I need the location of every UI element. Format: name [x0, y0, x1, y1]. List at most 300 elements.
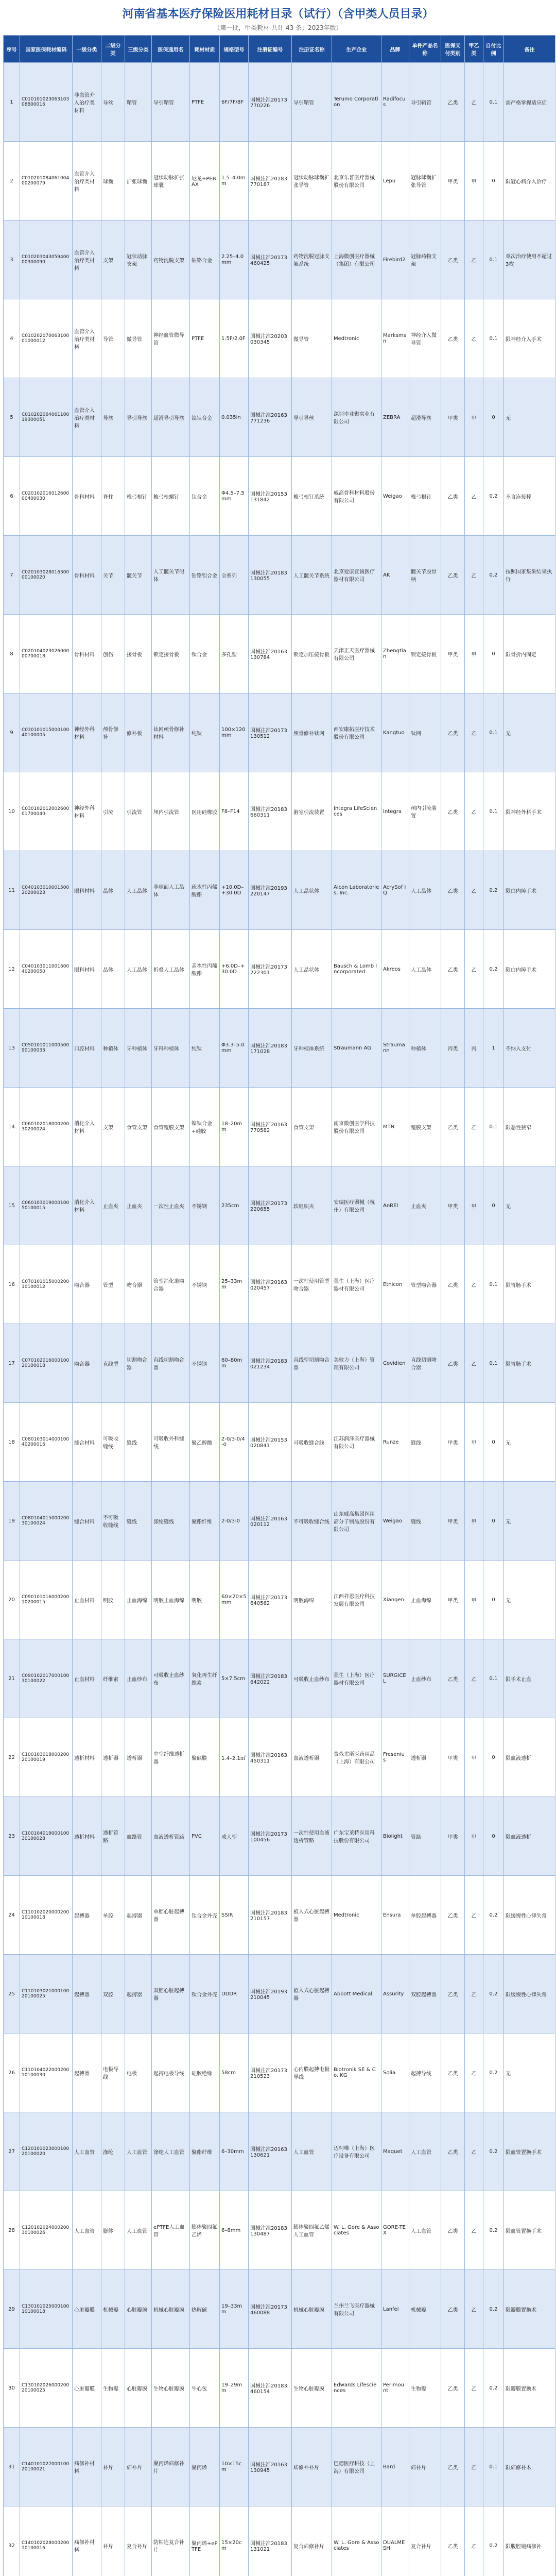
table-cell: 国械注准20183770187: [249, 142, 292, 221]
table-cell: 超滑导引导丝: [152, 378, 190, 457]
table-cell: 0.2: [483, 1955, 504, 2033]
table-cell: 止血海绵: [409, 1561, 441, 1639]
table-cell: 235cm: [220, 1166, 249, 1245]
table-cell: Alcon Laboratories, Inc.: [332, 851, 381, 930]
table-cell: 直线型: [101, 1324, 125, 1403]
table-cell: C03010101500010040100005: [20, 693, 73, 772]
table-cell: 起搏器: [73, 1876, 101, 1955]
table-cell: 食管支架: [292, 1088, 332, 1166]
table-cell: 锁定加压接骨板: [292, 615, 332, 693]
table-cell: 限血液透析: [504, 1718, 555, 1797]
table-row: [4, 2191, 555, 2270]
table-cell: 甲: [465, 1403, 483, 1482]
table-cell: 乙: [465, 2191, 483, 2270]
table-cell: 限瓣膜置换术: [504, 2270, 555, 2349]
table-cell: 限胃肠手术: [504, 1324, 555, 1403]
table-cell: 乙: [465, 1876, 483, 1955]
table-cell: C02010201601260000400030: [20, 457, 73, 536]
column-header: 注册证编号: [249, 36, 292, 63]
table-cell: 成人型: [220, 1797, 249, 1876]
table-cell: 无: [504, 1561, 555, 1639]
table-cell: 吻合器: [125, 1245, 152, 1324]
table-cell: Integra LifeSciences: [332, 772, 381, 851]
table-cell: 国械注准20183130055: [249, 536, 292, 615]
table-cell: 导丝: [101, 378, 125, 457]
table-cell: C01010102306310308800016: [20, 63, 73, 142]
table-cell: Covidien: [381, 1324, 409, 1403]
table-cell: GORE-TEX: [381, 2191, 409, 2270]
table-cell: 国械注准20193220147: [249, 851, 292, 930]
table-cell: 人工血管: [409, 2191, 441, 2270]
table-cell: 乙类: [441, 2506, 465, 2576]
table-cell: 食管支架: [125, 1088, 152, 1166]
table-cell: 关节: [101, 536, 125, 615]
table-cell: 乙: [465, 299, 483, 378]
table-cell: Φ4.5–7.5mm: [220, 457, 249, 536]
table-cell: 冠状动脉支架: [125, 221, 152, 299]
table-cell: 不可吸收缝合线: [292, 1482, 332, 1561]
table-cell: 28: [4, 2191, 20, 2270]
table-cell: 硅胶绝缘: [190, 2033, 220, 2112]
table-cell: 神经外科材料: [73, 772, 101, 851]
table-cell: 乙: [465, 221, 483, 299]
table-cell: C06010301900010050100015: [20, 1166, 73, 1245]
table-cell: 乙: [465, 2112, 483, 2191]
table-cell: 中空纤维透析器: [152, 1718, 190, 1797]
table-cell: 20: [4, 1561, 20, 1639]
table-cell: Firebird2: [381, 221, 409, 299]
table-cell: 人工血管: [409, 2112, 441, 2191]
table-cell: 限缓慢性心律失常: [504, 1955, 555, 2033]
column-header: 耗材材质: [190, 36, 220, 63]
table-cell: 缝线: [409, 1482, 441, 1561]
table-cell: 0.2: [483, 2112, 504, 2191]
table-cell: 亲水性丙烯酸酯: [190, 930, 220, 1009]
table-cell: 双腔起搏器: [409, 1955, 441, 2033]
table-cell: 安瑞医疗器械（杭州）有限公司: [332, 1166, 381, 1245]
table-cell: Perimount: [381, 2349, 409, 2428]
table-cell: 钛合金外壳: [190, 1876, 220, 1955]
table-cell: 0: [483, 142, 504, 221]
table-cell: 管型吻合器: [409, 1245, 441, 1324]
table-cell: 丙: [465, 1009, 483, 1088]
table-cell: C14010102700010020100021: [20, 2428, 73, 2506]
table-cell: 人工晶体: [409, 930, 441, 1009]
table-cell: C11010202000020010100018: [20, 1876, 73, 1955]
table-cell: 引流管: [125, 772, 152, 851]
table-row: [4, 1561, 555, 1639]
table-cell: 26: [4, 2033, 20, 2112]
table-cell: 甲: [465, 1561, 483, 1639]
table-cell: 无: [504, 693, 555, 772]
table-cell: 甲类: [441, 1482, 465, 1561]
table-cell: 人工晶体: [409, 851, 441, 930]
table-cell: C14010202800020010100016: [20, 2506, 73, 2576]
table-cell: Straumann: [381, 1009, 409, 1088]
table-cell: 国械注准20183460154: [249, 2349, 292, 2428]
table-row: [4, 142, 555, 221]
table-cell: 国械注准20183642022: [249, 1639, 292, 1718]
table-cell: 0.1: [483, 299, 504, 378]
table-row: [4, 2428, 555, 2506]
table-cell: SSIR: [220, 1876, 249, 1955]
table-cell: 24: [4, 1876, 20, 1955]
table-cell: 机械心脏瓣膜: [292, 2270, 332, 2349]
column-header: 规格型号: [220, 36, 249, 63]
table-cell: Weigao: [381, 457, 409, 536]
table-cell: 乙: [465, 2349, 483, 2428]
table-cell: 0: [483, 1403, 504, 1482]
table-cell: 强生（上海）医疗器材有限公司: [332, 1639, 381, 1718]
table-cell: 58cm: [220, 2033, 249, 2112]
table-cell: 药物洗脱支架: [152, 221, 190, 299]
table-cell: 人工血管: [73, 2191, 101, 2270]
table-cell: 牙科种植体: [152, 1009, 190, 1088]
table-cell: 6–8mm: [220, 2191, 249, 2270]
table-cell: 17: [4, 1324, 20, 1403]
table-cell: C08010401500020030100024: [20, 1482, 73, 1561]
table-cell: 60×20×5mm: [220, 1561, 249, 1639]
table-cell: 钛合金: [190, 457, 220, 536]
table-cell: 创伤: [101, 615, 125, 693]
table-cell: 乙类: [441, 2270, 465, 2349]
table-cell: 9: [4, 693, 20, 772]
table-cell: 乙类: [441, 1955, 465, 2033]
catalog-table: [3, 35, 555, 2576]
table-cell: ZEBRA: [381, 378, 409, 457]
table-cell: 兰州兰飞医疗器械有限公司: [332, 2270, 381, 2349]
table-cell: 乙: [465, 851, 483, 930]
table-cell: 27: [4, 2112, 20, 2191]
table-cell: 乙: [465, 1955, 483, 2033]
table-cell: 7: [4, 536, 20, 615]
table-cell: C09010201700010030100022: [20, 1639, 73, 1718]
table-cell: 软组织夹: [292, 1166, 332, 1245]
table-cell: 单次治疗使用不超过3枚: [504, 221, 555, 299]
table-cell: 透析管路: [101, 1797, 125, 1876]
table-cell: 不锈钢: [190, 1245, 220, 1324]
column-header: 医保支付类别: [441, 36, 465, 63]
table-cell: C13010102500010010100018: [20, 2270, 73, 2349]
table-cell: 止血材料: [73, 1561, 101, 1639]
table-cell: 起搏器: [125, 1955, 152, 2033]
table-cell: C12010102300010020100020: [20, 2112, 73, 2191]
table-cell: 防粘连复合补片: [152, 2506, 190, 2576]
table-cell: 10: [4, 772, 20, 851]
table-cell: 国械注准20163020112: [249, 1482, 292, 1561]
column-header: 国家医保耗材编码: [20, 36, 73, 63]
document-title: 河南省基本医疗保险医用耗材目录（试行）（含甲类人员目录）: [122, 8, 434, 21]
table-cell: 明胶: [101, 1561, 125, 1639]
table-cell: 限疝修补术: [504, 2428, 555, 2506]
table-cell: C05010101100050090100033: [20, 1009, 73, 1088]
table-cell: 直线型切割吻合器: [292, 1324, 332, 1403]
table-cell: 消化介入材料: [73, 1166, 101, 1245]
table-cell: 植入式心脏起搏器: [292, 1876, 332, 1955]
table-cell: 乙类: [441, 457, 465, 536]
table-cell: 髋关节股骨柄: [409, 536, 441, 615]
table-cell: Solia: [381, 2033, 409, 2112]
table-cell: 6F/7F/8F: [220, 63, 249, 142]
table-cell: C09010101600020010200015: [20, 1561, 73, 1639]
table-cell: 止血夹: [125, 1166, 152, 1245]
table-cell: 乙类: [441, 1876, 465, 1955]
table-cell: 0.2: [483, 2191, 504, 2270]
table-cell: 11: [4, 851, 20, 930]
table-cell: 国械注准20173770226: [249, 63, 292, 142]
table-cell: 深圳市业聚实业有限公司: [332, 378, 381, 457]
table-cell: 颅骨修补: [101, 693, 125, 772]
table-cell: PTFE: [190, 299, 220, 378]
table-cell: 神经介入微导管: [409, 299, 441, 378]
table-cell: 0.1: [483, 221, 504, 299]
table-cell: C06010201800020030200024: [20, 1088, 73, 1166]
table-cell: 国械注准20183171028: [249, 1009, 292, 1088]
table-cell: 吻合器: [73, 1324, 101, 1403]
table-cell: 药物洗脱冠脉支架系统: [292, 221, 332, 299]
table-cell: 球囊: [101, 142, 125, 221]
table-cell: Biotronik SE & Co. KG: [332, 2033, 381, 2112]
table-cell: 1: [483, 1009, 504, 1088]
table-cell: 热解碳: [190, 2270, 220, 2349]
table-cell: 国械注准20173460088: [249, 2270, 292, 2349]
table-cell: Φ3.3–5.0mm: [220, 1009, 249, 1088]
table-cell: 4: [4, 299, 20, 378]
table-cell: C08010301400010040200016: [20, 1403, 73, 1482]
table-cell: F8–F14: [220, 772, 249, 851]
table-cell: 透析器: [101, 1718, 125, 1797]
table-cell: 国械注准20163130945: [249, 2428, 292, 2506]
table-cell: 乙类: [441, 536, 465, 615]
table-row: [4, 1324, 555, 1403]
table-cell: 植入式心脏起搏器: [292, 1955, 332, 2033]
table-cell: 限胃肠手术: [504, 1245, 555, 1324]
table-cell: 0.1: [483, 772, 504, 851]
table-cell: 0: [483, 1166, 504, 1245]
table-cell: 复合补片: [125, 2506, 152, 2576]
table-cell: 椎弓根钉: [125, 457, 152, 536]
table-cell: 甲: [465, 615, 483, 693]
table-row: [4, 930, 555, 1009]
table-cell: Edwards Lifesciences: [332, 2349, 381, 2428]
table-cell: 缝线: [125, 1482, 152, 1561]
table-cell: 2-0/3-0: [220, 1482, 249, 1561]
table-cell: 100×120mm: [220, 693, 249, 772]
table-row: [4, 1876, 555, 1955]
table-row: [4, 63, 555, 142]
table-cell: 血管介入治疗类材料: [73, 299, 101, 378]
table-cell: PVC: [190, 1797, 220, 1876]
table-row: [4, 536, 555, 615]
table-cell: 缝合材料: [73, 1403, 101, 1482]
table-cell: 人工晶体: [125, 851, 152, 930]
table-cell: 聚丙烯+ePTFE: [190, 2506, 220, 2576]
table-cell: Biolight: [381, 1797, 409, 1876]
table-cell: 12: [4, 930, 20, 1009]
table-cell: 甲类: [441, 615, 465, 693]
table-row: [4, 693, 555, 772]
table-cell: 钛网: [409, 693, 441, 772]
table-cell: 0.1: [483, 1088, 504, 1166]
table-cell: 切割吻合器: [125, 1324, 152, 1403]
table-cell: 导引鞘管: [409, 63, 441, 142]
table-cell: 国械注准20173460425: [249, 221, 292, 299]
table-cell: Assurity: [381, 1955, 409, 2033]
table-cell: 限缓慢性心律失常: [504, 1876, 555, 1955]
table-cell: 膨体聚四氟乙烯人工血管: [292, 2191, 332, 2270]
table-cell: 口腔材料: [73, 1009, 101, 1088]
table-cell: C10010401900010030100028: [20, 1797, 73, 1876]
table-row: [4, 1639, 555, 1718]
table-cell: 13: [4, 1009, 20, 1088]
table-cell: 导引导丝: [292, 378, 332, 457]
table-cell: 生物瓣: [101, 2349, 125, 2428]
table-cell: 乙类: [441, 772, 465, 851]
table-row: [4, 2349, 555, 2428]
table-cell: 疝补片: [125, 2428, 152, 2506]
table-cell: 0: [483, 1482, 504, 1561]
table-cell: 补片: [101, 2428, 125, 2506]
table-cell: 32: [4, 2506, 20, 2576]
table-cell: 冠状动脉球囊扩张导管: [292, 142, 332, 221]
table-cell: 23: [4, 1797, 20, 1876]
table-cell: 甲: [465, 142, 483, 221]
table-cell: 牙种植体: [125, 1009, 152, 1088]
table-cell: 血液透析管路: [152, 1797, 190, 1876]
table-cell: 1: [4, 63, 20, 142]
table-cell: 冠脉球囊扩张导管: [409, 142, 441, 221]
table-cell: 2.25–4.0mm: [220, 221, 249, 299]
table-cell: 机械心脏瓣膜: [152, 2270, 190, 2349]
table-cell: 可吸收缝线: [101, 1403, 125, 1482]
table-cell: 乙类: [441, 2191, 465, 2270]
table-row: [4, 1482, 555, 1561]
table-cell: 血管介入治疗类材料: [73, 378, 101, 457]
table-cell: 0.1: [483, 1245, 504, 1324]
table-cell: 引流: [101, 772, 125, 851]
table-row: [4, 2270, 555, 2349]
table-cell: 限恶性狭窄: [504, 1088, 555, 1166]
table-cell: 直线切割吻合器: [409, 1324, 441, 1403]
table-cell: 缝合材料: [73, 1482, 101, 1561]
column-header: 二级分类: [101, 36, 125, 63]
table-cell: 微导管: [292, 299, 332, 378]
table-cell: 椎弓根钉系统: [292, 457, 332, 536]
table-cell: Medtronic: [332, 1876, 381, 1955]
table-cell: 止血海绵: [125, 1561, 152, 1639]
table-cell: 甲类: [441, 1797, 465, 1876]
table-cell: 甲类: [441, 1166, 465, 1245]
table-cell: 管型: [101, 1245, 125, 1324]
table-cell: 0: [483, 1797, 504, 1876]
table-cell: 甲类: [441, 1718, 465, 1797]
table-cell: 电极: [125, 2033, 152, 2112]
table-row: [4, 378, 555, 457]
table-cell: 美敦力（上海）管理有限公司: [332, 1324, 381, 1403]
table-cell: 纤维素: [101, 1639, 125, 1718]
table-cell: 导引鞘管: [152, 63, 190, 142]
table-cell: 导丝: [101, 63, 125, 142]
table-cell: 种植体: [409, 1009, 441, 1088]
table-cell: C02010302801630000100020: [20, 536, 73, 615]
table-cell: 生物心脏瓣膜: [152, 2349, 190, 2428]
table-cell: 管型消化道吻合器: [152, 1245, 190, 1324]
table-cell: C11010402200020010100030: [20, 2033, 73, 2112]
table-body: [4, 63, 555, 2576]
table-cell: Runze: [381, 1403, 409, 1482]
table-cell: 心脏瓣膜: [73, 2270, 101, 2349]
table-cell: 明胶止血海绵: [152, 1561, 190, 1639]
column-header: 注册证名称: [292, 36, 332, 63]
table-cell: 晶体: [101, 851, 125, 930]
column-header: 序号: [4, 36, 20, 63]
table-cell: 25–33mm: [220, 1245, 249, 1324]
table-cell: 5: [4, 378, 20, 457]
table-cell: ePTFE人工血管: [152, 2191, 190, 2270]
table-cell: 0.035in: [220, 378, 249, 457]
table-cell: 血路管: [125, 1797, 152, 1876]
table-cell: 支架: [101, 1088, 125, 1166]
table-cell: 0.1: [483, 2428, 504, 2506]
table-cell: 缝线: [125, 1403, 152, 1482]
table-cell: 0.2: [483, 2270, 504, 2349]
table-cell: 冠状动脉扩张球囊: [152, 142, 190, 221]
table-row: [4, 221, 555, 299]
table-cell: 北京爱康宜诚医疗器材有限公司: [332, 536, 381, 615]
table-cell: Terumo Corporation: [332, 63, 381, 142]
table-cell: 接骨板: [125, 615, 152, 693]
table-cell: 神经外科材料: [73, 693, 101, 772]
table-cell: 非血管介入治疗类材料: [73, 63, 101, 142]
table-cell: 心内膜起搏电极导线: [292, 2033, 332, 2112]
table-cell: 乙类: [441, 2112, 465, 2191]
table-cell: 乙类: [441, 2349, 465, 2428]
table-cell: 止血纱布: [125, 1639, 152, 1718]
table-cell: 血液透析器: [292, 1718, 332, 1797]
table-cell: 无: [504, 378, 555, 457]
table-cell: 疝修补补片: [292, 2428, 332, 2506]
table-cell: C01020207006310001000012: [20, 299, 73, 378]
table-cell: DDDR: [220, 1955, 249, 2033]
table-cell: 限手术止血: [504, 1639, 555, 1718]
table-cell: 起搏导线: [409, 2033, 441, 2112]
table-cell: 国械注准20153131842: [249, 457, 292, 536]
table-cell: 止血夹: [409, 1166, 441, 1245]
table-cell: 涤纶缝线: [152, 1482, 190, 1561]
table-cell: 21: [4, 1639, 20, 1718]
table-cell: 30: [4, 2349, 20, 2428]
table-cell: AcrySof IQ: [381, 851, 409, 930]
table-cell: 折叠人工晶体: [152, 930, 190, 1009]
table-cell: 明胶: [190, 1561, 220, 1639]
table-cell: 乙: [465, 1324, 483, 1403]
table-cell: Integra: [381, 772, 409, 851]
table-cell: 乙类: [441, 1324, 465, 1403]
table-cell: 0.2: [483, 536, 504, 615]
table-cell: Marksman: [381, 299, 409, 378]
table-cell: 可吸收止血纱布: [292, 1639, 332, 1718]
table-cell: 乙类: [441, 1639, 465, 1718]
table-cell: 限血管置换手术: [504, 2191, 555, 2270]
table-cell: 膨体聚四氟乙烯: [190, 2191, 220, 2270]
table-cell: 国械注准20163771236: [249, 378, 292, 457]
table-cell: 6: [4, 457, 20, 536]
table-cell: 吻合器: [73, 1245, 101, 1324]
table-cell: 氧化再生纤维素: [190, 1639, 220, 1718]
table-cell: 种植体: [101, 1009, 125, 1088]
table-cell: +10.0D–+30.0D: [220, 851, 249, 930]
table-cell: 甲类: [441, 1403, 465, 1482]
